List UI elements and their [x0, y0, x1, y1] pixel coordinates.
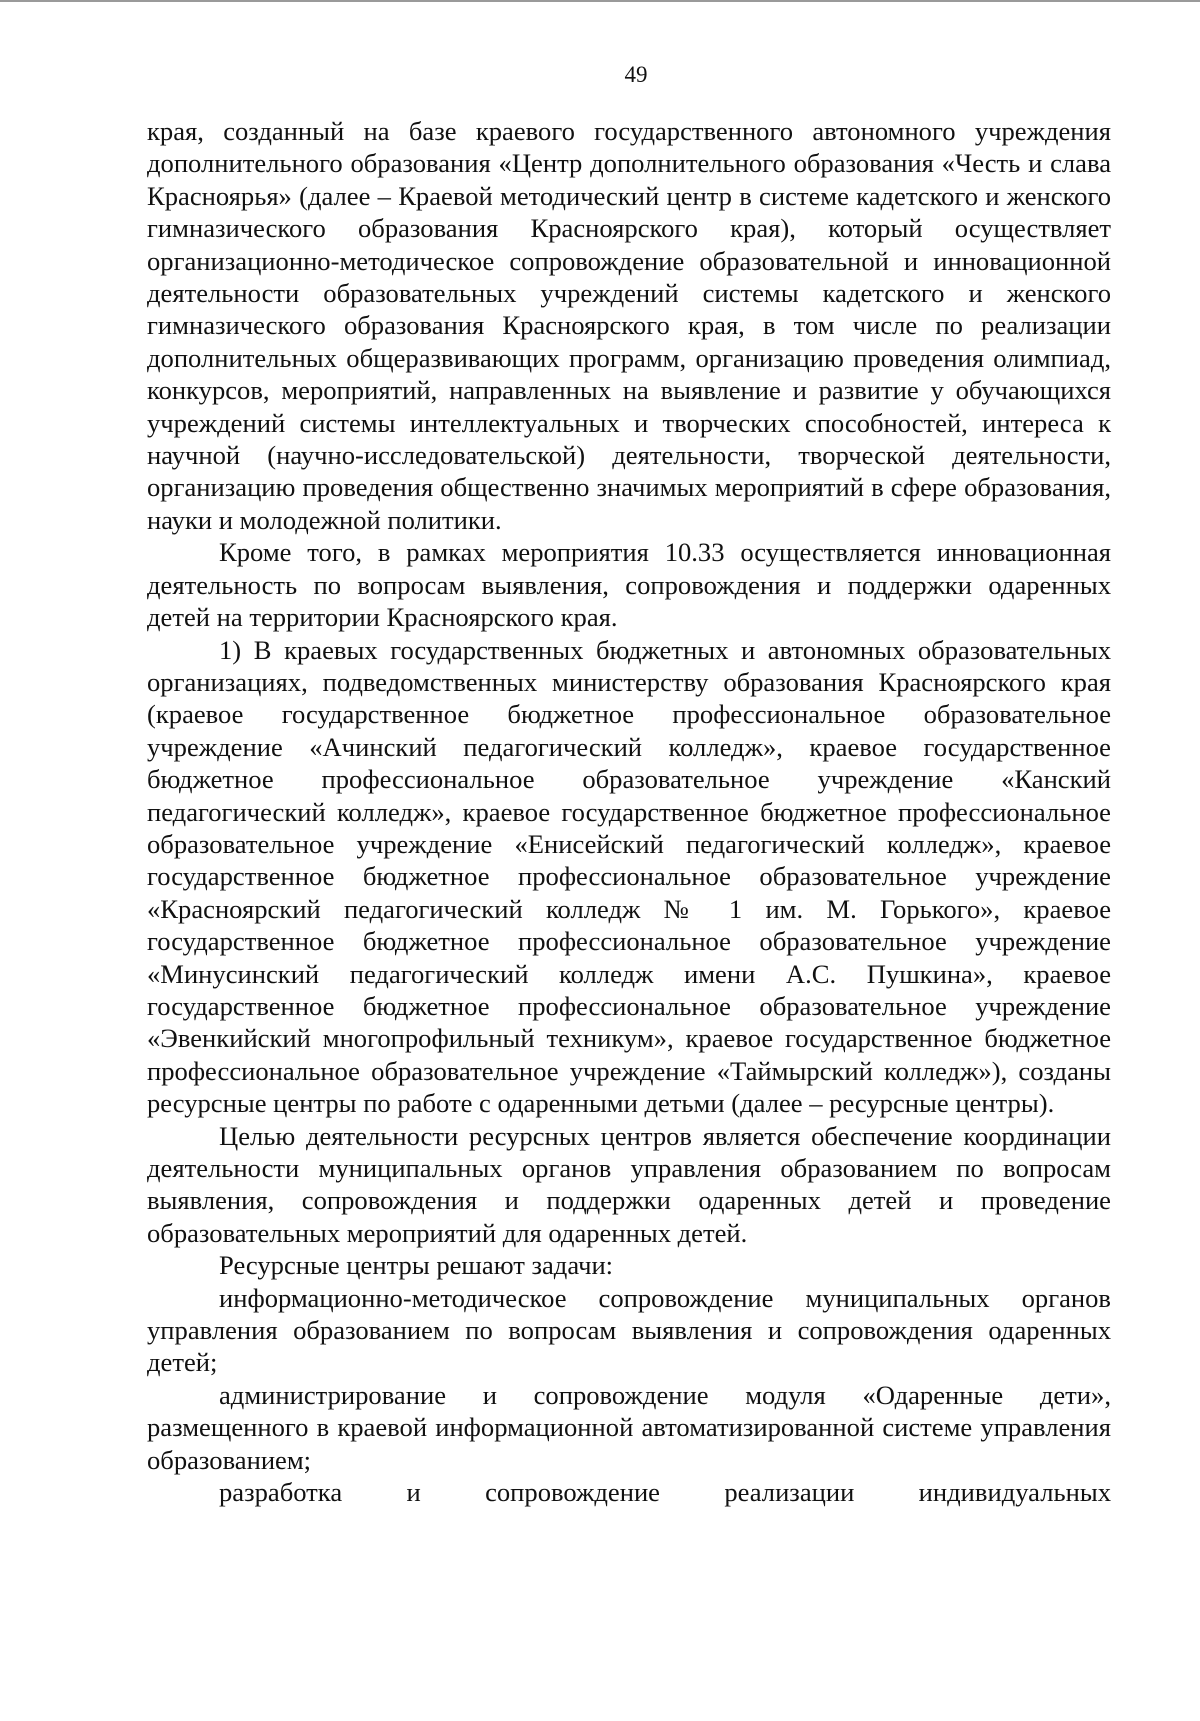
- scan-top-edge: [0, 0, 1200, 2]
- paragraph: администрирование и сопровождение модуля «Одаренные дети», размещенного в краевой информационной автоматизированной системе управления образованием;: [147, 1379, 1111, 1475]
- paragraph: информационно-методическое сопровождение муниципальных органов управления образованием по вопросам выявления и сопровождения одаренных детей;: [147, 1282, 1111, 1378]
- paragraph: Целью деятельности ресурсных центров является обеспечение координации деятельности муниципальных органов управления образованием по вопросам выявления, сопровождения и поддержки одаренных детей и проведение образовательных мероприятий для одаренных детей.: [147, 1120, 1111, 1248]
- page-number: 49: [624, 62, 648, 87]
- document-body: [147, 115, 1111, 1508]
- paragraph: края, созданный на базе краевого государственного автономного учреждения дополнительного образования «Центр дополнительного образования «Честь и слава Красноярья» (далее – Краевой методический центр в системе кадетского и женского гимназического образования Красноярского края), который осуществляет организационно-методическое сопровождение образовательной и инновационной деятельности образовательных учреждений системы кадетского и женского гимназического образования Красноярского края, в том числе по реализации дополнительных общеразвивающих программ, организацию проведения олимпиад, конкурсов, мероприятий, направленных на выявление и развитие у обучающихся учреждений системы интеллектуальных и творческих способностей, интереса к научной (научно-исследовательской) деятельности, творческой деятельности, организацию проведения общественно значимых мероприятий в сфере образования, науки и молодежной политики.: [147, 116, 1111, 535]
- paragraph: Ресурсные центры решают задачи:: [219, 1250, 614, 1281]
- paragraph: Кроме того, в рамках мероприятия 10.33 осуществляется инновационная деятельность по вопросам выявления, сопровождения и поддержки одаренных детей на территории Красноярского края.: [147, 537, 1111, 633]
- paragraph: разработка и сопровождение реализации индивидуальных: [219, 1477, 1111, 1508]
- paragraph: 1) В краевых государственных бюджетных и автономных образовательных организациях, подведомственных министерству образования Красноярского края (краевое государственное бюджетное профессиональное образовательное учреждение «Ачинский педагогический колледж», краевое государственное бюджетное профессиональное образовательное учреждение «Канский педагогический колледж», краевое государственное бюджетное профессиональное образовательное учреждение «Енисейский педагогический колледж», краевое государственное бюджетное профессиональное образовательное учреждение «Красноярский педагогический колледж № 1 им. М. Горького», краевое государственное бюджетное профессиональное образовательное учреждение «Минусинский педагогический колледж имени А.С. Пушкина», краевое государственное бюджетное профессиональное образовательное учреждение «Эвенкийский многопрофильный техникум», краевое государственное бюджетное профессиональное образовательное учреждение «Таймырский колледж»), созданы ресурсные центры по работе с одаренными детьми (далее – ресурсные центры).: [147, 634, 1111, 1119]
